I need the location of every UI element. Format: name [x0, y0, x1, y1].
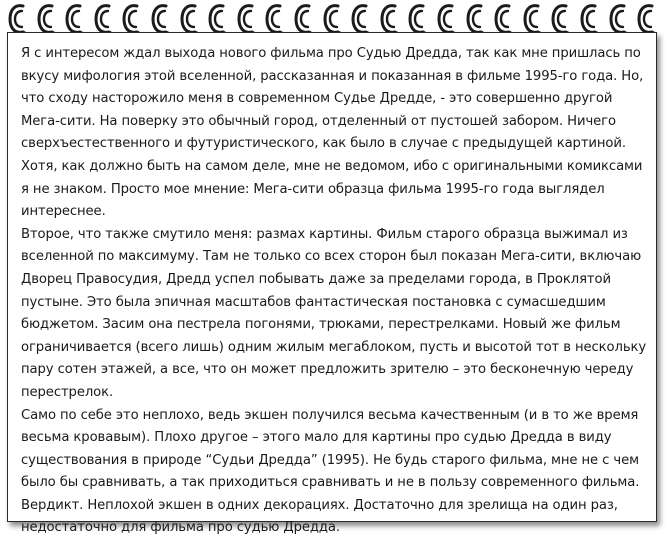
spiral-ring-icon	[637, 2, 659, 36]
spiral-ring-icon	[580, 2, 602, 36]
spiral-ring-icon	[466, 2, 488, 36]
spiral-ring-icon	[523, 2, 545, 36]
spiral-ring-icon	[609, 2, 631, 36]
review-text	[21, 43, 647, 540]
spiral-ring-icon	[494, 2, 516, 36]
spiral-ring-icon	[151, 2, 173, 36]
spiral-ring-icon	[208, 2, 230, 36]
spiral-ring-icon	[237, 2, 259, 36]
spiral-ring-icon	[437, 2, 459, 36]
spiral-ring-icon	[323, 2, 345, 36]
spiral-ring-icon	[294, 2, 316, 36]
spiral-ring-icon	[380, 2, 402, 36]
spiral-ring-icon	[122, 2, 144, 36]
spiral-ring-icon	[265, 2, 287, 36]
review-paragraph-2: Второе, что также смутило меня: размах картины. Фильм старого образца выжимал из вселенной по максимуму. Там не только со всех сторон был показан Мега-сити, включаю Дворец Правосудия, Дредд успел побывать даже за пределами города, в Проклятой пустыне. Это была эпичная масштабов фантастическая постановка с сумасшедшим бюджетом. Засим она пестрела погонями, трюками, перестрелками. Новый же фильм ограничивается (всего лишь) одним жилым мегаблоком, пусть и высотой тот в нескольку пару сотен этажей, а все, что он может предложить зрителю – это бесконечную череду перестрелок.	[21, 224, 647, 405]
spiral-ring-icon	[65, 2, 87, 36]
spiral-ring-icon	[551, 2, 573, 36]
spiral-ring-icon	[8, 2, 30, 36]
review-paragraph-3: Само по себе это неплохо, ведь экшен получился весьма качественным (и в то же время весьма кровавым). Плохо другое – этого мало для картины про судью Дредда в виду существования в природе “Судьи Дредда” (1995). Не будь старого фильма, мне не с чем было бы сравнивать, а так приходиться сравнивать и не в пользу современного фильма. Вердикт. Неплохой экшен в одних декорациях. Достаточно для зрелища на один раз, недостаточно для фильма про судью Дредда.	[21, 405, 647, 540]
spiral-ring-icon	[180, 2, 202, 36]
review-paragraph-1: Я с интересом ждал выхода нового фильма про Судью Дредда, так как мне пришлась по вкусу мифология этой вселенной, рассказанная и показанная в фильме 1995-го года. Но, что сходу насторожило меня в современном Судье Дредде, - это совершенно другой Мега-сити. На поверку это обычный город, отделенный от пустошей забором. Ничего сверхъестественного и футуристического, как было в случае с предыдущей картиной. Хотя, как должно быть на самом деле, мне не ведомом, ибо с оригинальными комиксами я не знаком. Просто мое мнение: Мега-сити образца фильма 1995-го года выглядел интереснее.	[21, 43, 647, 224]
spiral-ring-icon	[94, 2, 116, 36]
spiral-ring-icon	[408, 2, 430, 36]
spiral-ring-icon	[351, 2, 373, 36]
spiral-ring-icon	[37, 2, 59, 36]
notebook-page	[7, 32, 657, 522]
